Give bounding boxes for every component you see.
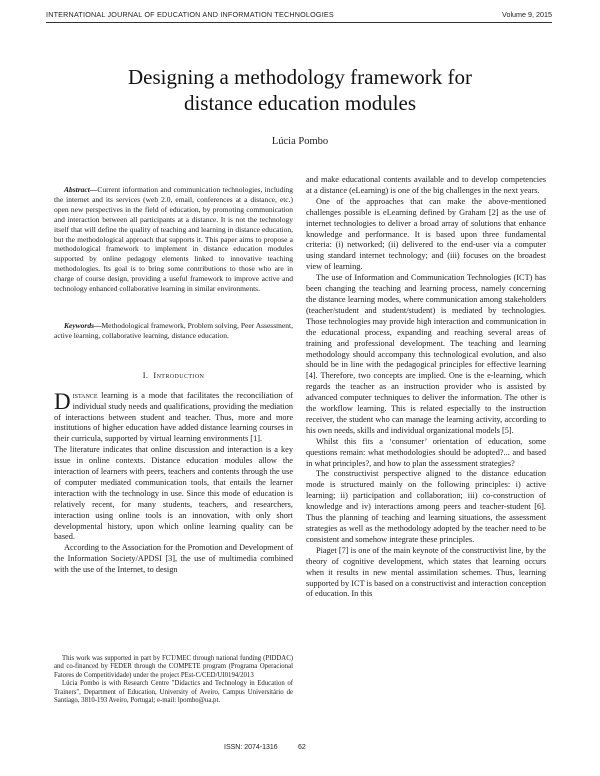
drop-cap: D — [54, 388, 71, 414]
abstract-label: Abstract— — [64, 185, 98, 194]
right-paragraph-1: and make educational contents available and to develop competencies at a distance (eLearning) is one of the big challenges in the next years. — [306, 175, 546, 195]
footnote — [54, 655, 293, 705]
keywords — [54, 321, 293, 341]
right-column — [306, 175, 546, 600]
section-number: I. — [142, 370, 149, 380]
right-paragraph-6: Piaget [7] is one of the main keynote of the constructivist line, by the theory of cognitive development, which states that learning occurs when it results in new mental assimilation schemes. Thus, learning supported by ICT is based on a constructivist and interaction conception of education. In this — [306, 545, 546, 599]
journal-name: INTERNATIONAL JOURNAL OF EDUCATION AND INFORMATION TECHNOLOGIES — [46, 10, 334, 19]
section-title: Introduction — [153, 370, 205, 380]
issn: ISSN: 2074-1316 — [224, 744, 278, 751]
author-name: Lúcia Pombo — [271, 136, 329, 147]
footnote-affiliation: Lúcia Pombo is with Research Centre "Didactics and Technology in Education of Trainers", Department of Education, University of Aveiro, Campus Universitário de Santiago, 3810-193 Aveiro, Portugal; e-mail: lpombo@ua.pt. — [54, 680, 293, 705]
page-number: 62 — [298, 744, 306, 751]
volume-label: Volume 9, 2015 — [502, 10, 552, 19]
abstract-text: Current information and communication technologies, including the internet and its services (web 2.0, email, conferences at a distance, etc.) open new perspectives in the field of education, by promoting communication and interaction between all participants at a distance. It is not the technology itself that will define the quality of teaching and learning in distance education, but the methodological approach that supports it. This paper aims to propose a methodological framework to implement in distance education modules supported by online pedagogy elements linked to innovative teaching methodologies. Its goal is to bring some contributions to those who are in charge of course design, providing a useful framework to improve active and technology enhanced collaborative learning in similar environments. — [54, 185, 293, 294]
footnote-funding: This work was supported in part by FCT/MEC through national funding (PIDDAC) and co-financed by FEDER through the COMPETE program (Programa Operacional Fatores de Competitividade) under the project PEst-C/CED/UI0194/2013 — [54, 655, 293, 679]
intro-paragraph — [54, 388, 293, 446]
title-line-1: Designing a methodology framework for — [127, 65, 473, 89]
keywords-text: Methodological framework, Problem solving, Peer Assessment, active learning, collaborative learning, distance education. — [54, 320, 293, 340]
right-paragraph-3: The use of Information and Communication Technologies (ICT) has been changing the teaching and learning process, namely concerning the distance learning modes, where communication among stakeholders (teacher/student and student/student) is mediated by technologies. Those technologies may provide high interaction and communication in the educational process, expanding and reaching several areas of training and professional development. The teaching and learning methodology should accompany this technological evolution, and also should be in line with the pedagogical principles for effective learning [4]. Therefore, two concepts are implied. One is the e-learning, which regards the teacher as an instruction provider who is assisted by advanced computer techniques to deliver the information. The other is the workflow learning. This is related especially to the instruction receiver, the student who can manage the learning activity, according to his own needs, skills and individual organizational models [5]. — [306, 273, 546, 435]
title-line-2: distance education modules — [183, 91, 417, 115]
keywords-label: Keywords— — [64, 320, 102, 330]
header-rule — [46, 22, 552, 23]
right-paragraph-4: Whilst this fits a ‘consumer’ orientation of education, some questions remain: what methodologies should be adopted?... and based in what principles?, and how to plan the assessment strategies? — [306, 436, 546, 468]
intro-smallcaps: istance — [72, 390, 98, 400]
running-header — [46, 10, 552, 26]
left-column — [54, 185, 293, 576]
paper-title — [0, 64, 600, 116]
right-paragraph-2: One of the approaches that can make the above-mentioned challenges possible is eLearning defined by Graham [2] as the use of internet technologies to deliver a broad array of solutions that enhance knowledge and performance. It is based upon three fundamental criteria: (i) networked; (ii) delivered to the end-user via a computer using standard internet technology; and (iii) focuses on the broadest view of learning. — [306, 196, 546, 272]
page-footer — [0, 744, 600, 756]
section-heading — [54, 371, 293, 382]
left-paragraph-3: According to the Association for the Promotion and Development of the Information Society/APDSI [3], the use of multimedia combined with the use of the Internet, to design — [54, 543, 293, 575]
left-paragraph-2: The literature indicates that online discussion and interaction is a key issue in online contexts. Distance education modules allow the interaction of learners with peers, teachers and contents through the use of computer mediated communication tools, that entails the learner interaction with the technology in use. Since this mode of education is relatively recent, for many students, teachers, and researchers, interaction using online tools is an innovation, with only short developmental history, upon which online learning quality can be based. — [54, 445, 293, 542]
right-paragraph-5: The constructivist perspective aligned to the distance education mode is structured mainly on the following principles: i) active learning; ii) participation and collaboration; iii) co-construction of knowledge and iv) interactions among peers and teacher-student [6]. Thus the planning of teaching and learning situations, the assessment strategies as well as the methodology adopted by the teacher need to be consistent and somehow integrate these principles. — [306, 469, 546, 544]
abstract — [54, 185, 293, 294]
intro-text: learning is a mode that facilitates the reconciliation of individual study needs and qualifications, providing the mediation of interactions between student and teacher. Thus, more and more institutions of higher education have added distance learning courses in their curricula, supported by virtual learning environments [1]. — [54, 390, 293, 444]
